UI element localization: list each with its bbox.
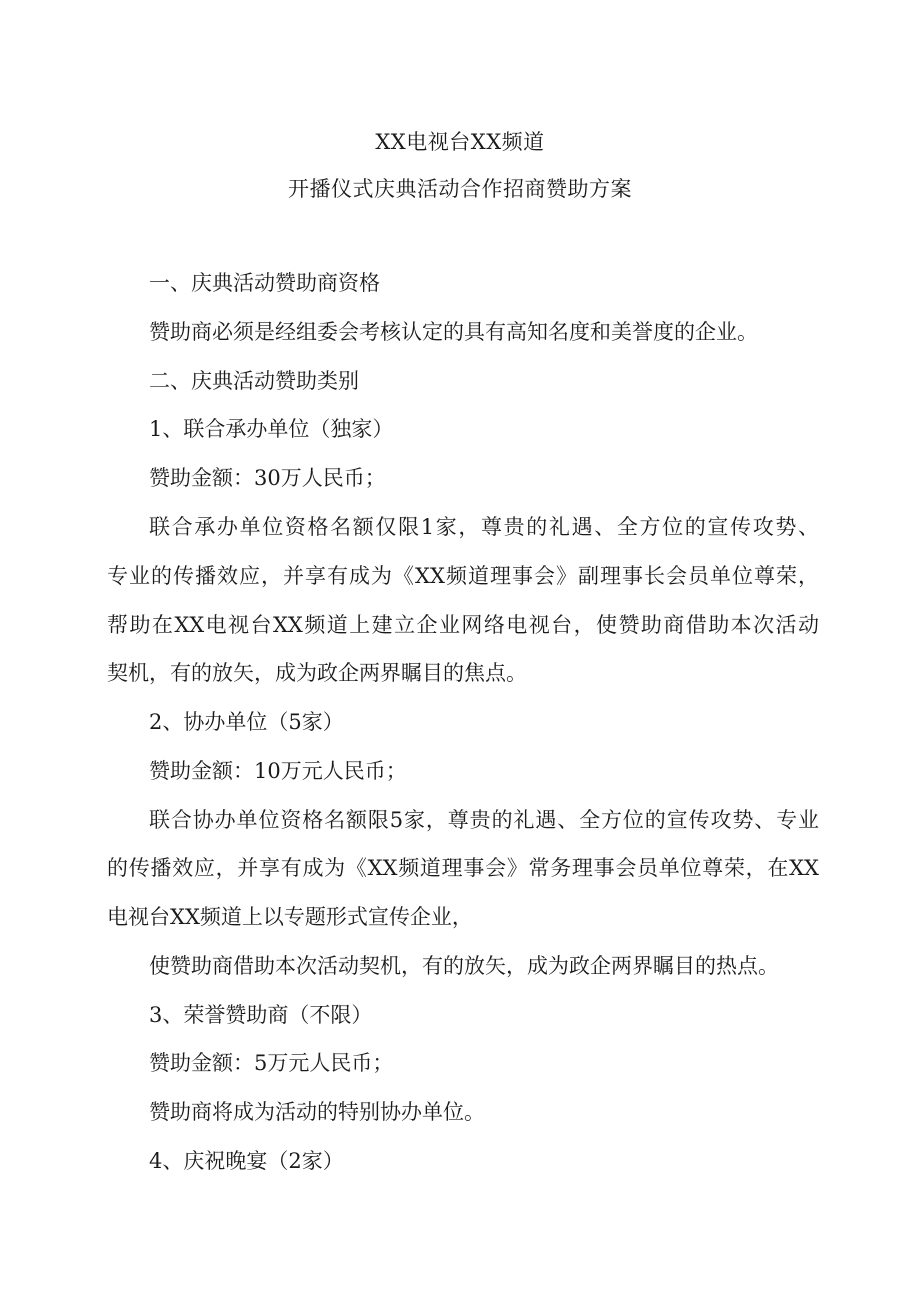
paragraph-line: 电视台XX频道上以专题形式宣传企业， — [107, 905, 473, 929]
paragraph-line: 赞助商必须是经组委会考核认定的具有高知名度和美誉度的企业。 — [149, 320, 758, 344]
paragraph-line: 帮助在XX电视台XX频道上建立企业网络电视台，使赞助商借助本次活动 — [107, 613, 819, 637]
paragraph-line: 契机，有的放矢，成为政企两界瞩目的焦点。 — [107, 661, 527, 685]
section-heading: 二、庆典活动赞助类别 — [149, 369, 359, 393]
section-heading: 一、庆典活动赞助商资格 — [149, 271, 380, 295]
paragraph-line: 联合承办单位资格名额仅限1家，尊贵的礼遇、全方位的宣传攻势、 — [149, 515, 819, 539]
paragraph-line: 赞助金额：30万人民币； — [149, 466, 386, 490]
paragraph-line: 赞助金额：10万元人民币； — [149, 759, 407, 783]
paragraph-line: 赞助商将成为活动的特别协办单位。 — [149, 1100, 485, 1124]
paragraph-line: 的传播效应，并享有成为《XX频道理事会》常务理事会员单位尊荣，在XX — [107, 856, 819, 880]
document-subtitle: 开播仪式庆典活动合作招商赞助方案 — [288, 177, 632, 201]
subsection-heading: 4、庆祝晚宴（2家） — [149, 1149, 344, 1173]
paragraph-line: 联合协办单位资格名额限5家，尊贵的礼遇、全方位的宣传攻势、专业 — [149, 808, 819, 832]
subsection-heading: 1、联合承办单位（独家） — [149, 417, 394, 441]
document-title: XX电视台XX频道 — [375, 130, 545, 154]
paragraph-line: 专业的传播效应，并享有成为《XX频道理事会》副理事长会员单位尊荣， — [107, 564, 819, 588]
paragraph-line: 赞助金额：5万元人民币； — [149, 1051, 394, 1075]
subsection-heading: 2、协办单位（5家） — [149, 710, 344, 734]
subsection-heading: 3、荣誉赞助商（不限） — [149, 1003, 373, 1027]
paragraph-line: 使赞助商借助本次活动契机，有的放矢，成为政企两界瞩目的热点。 — [149, 954, 779, 978]
